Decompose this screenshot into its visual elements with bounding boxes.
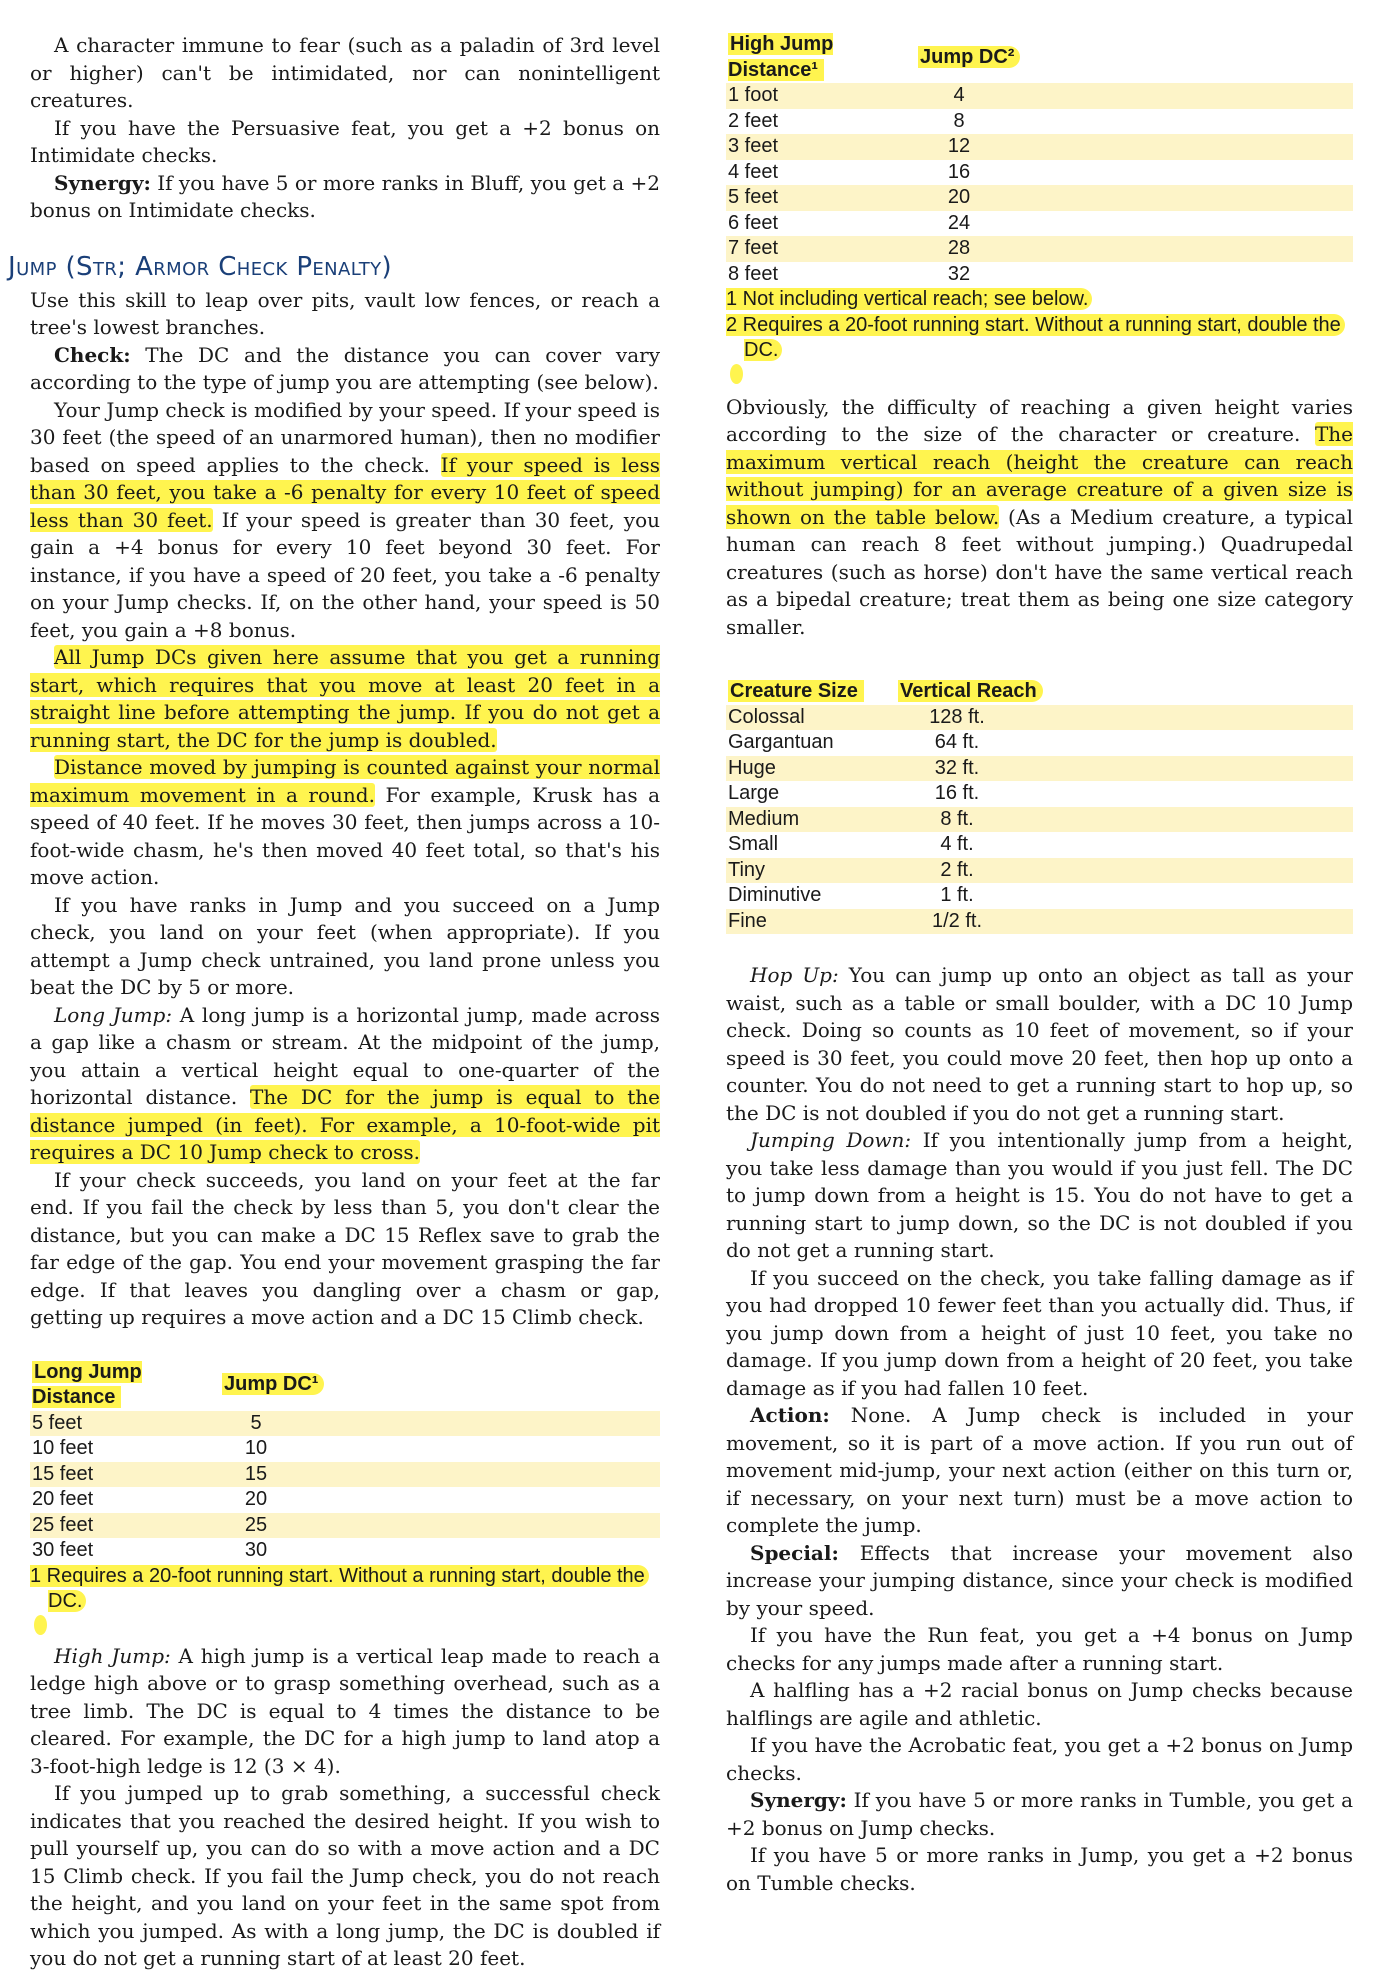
cell: Gargantuan [728, 731, 834, 753]
column-header-text: High Jump Distance¹ [728, 33, 834, 81]
footnote-text: DC. [48, 1590, 86, 1612]
highlight: The DC for the jump is equal to the distance jumped (in feet). For example, a 10-foot-wide pit requires a DC 10 Jump check to cross. [30, 1085, 660, 1164]
action-label: Action: [750, 1403, 830, 1427]
cell: Large [728, 782, 780, 804]
table-row [726, 83, 1353, 109]
table-footnote [30, 1564, 660, 1590]
cell: 16 ft. [934, 782, 980, 804]
table-footnote-cont [726, 338, 1353, 364]
high-jump-paragraph [30, 1643, 660, 1781]
left-column [8, 32, 661, 1973]
special-text: Effects that increase your movement also increase your jumping distance, since your check is modified by your speed. [726, 1540, 1353, 1620]
check-text: The DC and the distance you can cover vary according to the type of jump you are attempting (see below). [30, 342, 660, 394]
jumping-down-text: If you intentionally jump from a height, you take less damage than you would if you just fell. The DC to jump down from a height is 15. You do not have to get a running start to jump down, so the DC is not doubled if you do not get a running start. [726, 1128, 1353, 1262]
footnote-text: 1 Requires a 20-foot running start. Without a running start, double the [30, 1565, 649, 1587]
synergy-paragraph [30, 170, 660, 225]
footnote-text: 2 Requires a 20-foot running start. Without a running start, double the [726, 314, 1345, 336]
paragraph: If you have ranks in Jump and you succeed on a Jump check, you land on your feet (when appropriate). If you attempt a Jump check untrained, you land prone unless you beat the DC by 5 or more. [30, 892, 660, 999]
cell: 7 feet [726, 236, 916, 262]
paragraph: If you have the Acrobatic feat, you get a +2 bonus on Jump checks. [726, 1733, 1353, 1785]
cell: 1 foot [726, 83, 916, 109]
table-row [726, 134, 1353, 160]
table-footnote [726, 313, 1353, 339]
column-header [30, 1360, 220, 1411]
table-row [726, 883, 1353, 909]
cell: Tiny [726, 858, 896, 884]
long-jump-text: A long jump is a horizontal jump, made across a gap like a chasm or stream. At the midpoint of the jump, you attain a vertical height equal to one-quarter of the horizontal distance. [30, 1002, 660, 1109]
paragraph: If your check succeeds, you land on your feet at the far end. If you fail the check by less than 5, you don't clear the distance, but you can make a DC 15 Reflex save to grab the far edge of the gap. You end your movement grasping the far edge. If that leaves you dangling over a chasm or gap, getting up requires a move action and a DC 15 Climb check. [30, 1167, 660, 1329]
column-header-text: Jump DC² [918, 46, 1020, 68]
table-row [726, 756, 1353, 782]
cell: Diminutive [728, 884, 822, 906]
cell: 2 feet [728, 109, 779, 132]
highlight-marker [726, 364, 1353, 394]
cell: 20 [244, 1488, 268, 1510]
speed-text-end: If your speed is greater than 30 feet, you gain a +4 bonus for every 10 feet beyond 30 feet. For instance, if you have a speed of 20 feet, you take a -6 penalty on your Jump checks. If, on the other hand, your speed is 50 feet, you gain a +8 bonus. [30, 507, 660, 642]
high-jump-label: High Jump: [54, 1643, 171, 1668]
column-header-text: Vertical Reach [898, 680, 1043, 702]
cell: 5 [220, 1411, 290, 1437]
check-paragraph [30, 342, 660, 397]
marker-dot [34, 1615, 47, 1635]
cell: 32 [947, 262, 971, 285]
cell: 4 [916, 83, 1000, 109]
table-row [726, 160, 1353, 186]
paragraph: If you have the Run feat, you get a +4 bonus on Jump checks for any jumps made after a running start. [726, 1623, 1353, 1675]
paragraph: If you jumped up to grab something, a successful check indicates that you reached the desired height. If you wish to pull yourself up, you can do so with a move action and a DC 15 Climb check. If you fail the Jump check, you do not reach the height, and you land on your feet in the same spot from which you jumped. As with a long jump, the DC is doubled if you do not get a running start of at least 20 feet. [30, 1781, 660, 1970]
cell: 32 ft. [896, 756, 1016, 782]
column-header-text: Long Jump Distance [32, 1360, 142, 1408]
table-row [726, 858, 1353, 884]
cell: 10 [244, 1437, 268, 1459]
right-column [726, 32, 1353, 1897]
special-label: Special: [750, 1540, 839, 1565]
table-row [726, 807, 1353, 833]
cell: Huge [726, 756, 896, 782]
table-row [30, 1487, 660, 1513]
cell: 8 feet [728, 262, 779, 285]
column-header [896, 679, 1353, 705]
footnote-text: DC. [744, 339, 782, 361]
cell: 8 [953, 109, 965, 132]
cell: 1 ft. [940, 884, 974, 906]
highlight: Distance moved by jumping is counted against your normal maximum movement in a round. [30, 755, 660, 807]
cell: 20 feet [32, 1488, 94, 1510]
paragraph: A character immune to fear (such as a paladin of 3rd level or higher) can't be intimidated, nor can nonintelligent creatures. [30, 33, 660, 112]
highlight: All Jump DCs given here assume that you get a running start, which requires that you move at least 20 feet in a straight line before attempting the jump. If you do not get a running start, the DC for the jump is doubled. [30, 645, 660, 752]
table-footnote [726, 287, 1353, 313]
cell: 128 ft. [896, 705, 1016, 731]
paragraph: If you succeed on the check, you take falling damage as if you had dropped 10 fewer feet than you actually did. Thus, if you jump down from a height of just 10 feet, you take no damage. If you jump down from a height of 20 feet, you take damage as if you had fallen 10 feet. [726, 1265, 1353, 1400]
long-jump-table [30, 1360, 660, 1564]
column-header [726, 32, 916, 83]
table-row [726, 109, 1353, 135]
cell: 10 feet [32, 1437, 94, 1459]
cell: 6 feet [728, 211, 779, 234]
marker-dot [730, 364, 743, 384]
footnote-text: 1 Not including vertical reach; see below. [726, 288, 1092, 310]
cell: 30 [244, 1539, 268, 1561]
high-jump-table [726, 32, 1353, 287]
cell: 15 feet [30, 1462, 220, 1488]
section-heading: Jump (Str; Armor Check Penalty) [8, 251, 393, 282]
speed-paragraph [30, 397, 660, 645]
table-row [726, 730, 1353, 756]
long-jump-paragraph [30, 1002, 660, 1167]
cell: 25 feet [30, 1513, 220, 1539]
distance-paragraph [30, 754, 660, 892]
cell: 20 [916, 185, 1000, 211]
hop-up-paragraph [726, 962, 1353, 1127]
cell: 15 [220, 1462, 290, 1488]
cell: 8 ft. [896, 807, 1016, 833]
synergy-label: Synergy: [54, 170, 151, 195]
cell: 64 ft. [934, 731, 980, 753]
cell: 25 [220, 1513, 290, 1539]
obviously-text-end: (As a Medium creature, a typical human can reach 8 feet without jumping.) Quadrupedal creatures (such as horse) don't have the same vertical reach as a bipedal creature; treat them as being one size category smaller. [726, 504, 1353, 639]
table-row [726, 832, 1353, 858]
vertical-reach-table [726, 679, 1353, 934]
hop-up-label: Hop Up: [750, 963, 839, 987]
cell: 5 feet [726, 185, 916, 211]
cell: 1/2 ft. [896, 909, 1016, 935]
synergy-label: Synergy: [750, 1788, 847, 1812]
cell: Colossal [726, 705, 896, 731]
column-header [220, 1360, 660, 1411]
column-header [726, 679, 896, 705]
synergy-text: If you have 5 or more ranks in Tumble, you get a +2 bonus on Jump checks. [726, 1788, 1353, 1840]
high-jump-text: A high jump is a vertical leap made to reach a ledge high above or to grasp something overhead, such as a tree limb. The DC is equal to 4 times the distance to be cleared. For example, the DC for a high jump to land atop a 3-foot-high ledge is 12 (3 × 4). [30, 1643, 660, 1778]
action-text: None. A Jump check is included in your movement, so it is part of a move action. If you run out of movement mid-jump, your next action (either on this turn or, if necessary, on your next turn) must be a move action to complete the jump. [726, 1403, 1353, 1537]
table-footnote-cont [30, 1589, 660, 1615]
table-row [30, 1538, 660, 1564]
distance-text: For example, Krusk has a speed of 40 feet. If he moves 30 feet, then jumps across a 10-foot-wide chasm, he's then moved 40 feet total, so that's his move action. [30, 782, 661, 889]
table-header [726, 679, 1353, 705]
table-header [30, 1360, 660, 1411]
hop-up-text: You can jump up onto an object as tall as your waist, such as a table or small boulder, with a DC 10 Jump check. Doing so counts as 10 feet of movement, so if your speed is 30 feet, you could move 20 feet, then hop up onto a counter. You do not need to get a running start to hop up, so the DC is not doubled if you do not get a running start. [726, 963, 1353, 1125]
cell: 28 [916, 236, 1000, 262]
column-header-text: Creature Size [728, 680, 864, 702]
paragraph: If you have the Persuasive feat, you get a +2 bonus on Intimidate checks. [30, 115, 660, 167]
table-row [726, 211, 1353, 237]
cell: Small [728, 833, 779, 855]
jumping-down-paragraph [726, 1127, 1353, 1265]
table-row [30, 1462, 660, 1488]
highlight: If your speed is less than 30 feet, you take a -6 penalty for every 10 feet of speed less than 30 feet. [30, 452, 660, 532]
special-paragraph [726, 1540, 1353, 1623]
action-paragraph [726, 1402, 1353, 1540]
paragraph: If you have 5 or more ranks in Jump, you get a +2 bonus on Tumble checks. [726, 1843, 1353, 1895]
speed-text: Your Jump check is modified by your speed. If your speed is 30 feet (the speed of an unarmored human), then no modifier based on speed applies to the check. [30, 397, 660, 477]
synergy-text: If you have 5 or more ranks in Bluff, you get a +2 bonus on Intimidate checks. [30, 170, 660, 222]
highlight-marker [30, 1615, 660, 1643]
table-header [726, 32, 1353, 83]
table-row [726, 185, 1353, 211]
table-row [726, 262, 1353, 288]
long-jump-label: Long Jump: [54, 1002, 173, 1027]
check-label: Check: [54, 342, 131, 367]
cell: 4 ft. [940, 833, 974, 855]
cell: 5 feet [30, 1411, 220, 1437]
table-row [30, 1436, 660, 1462]
synergy-paragraph [726, 1787, 1353, 1842]
column-header [916, 32, 1353, 83]
cell: Medium [726, 807, 896, 833]
cell: 4 feet [728, 160, 779, 183]
table-row [726, 909, 1353, 935]
running-start-paragraph [30, 644, 660, 754]
table-row [726, 705, 1353, 731]
paragraph: Use this skill to leap over pits, vault low fences, or reach a tree's lowest branches. [30, 287, 660, 339]
table-row [726, 236, 1353, 262]
obviously-paragraph [726, 394, 1353, 642]
cell: 2 ft. [896, 858, 1016, 884]
paragraph: A halfling has a +2 racial bonus on Jump checks because halflings are agile and athletic. [726, 1678, 1353, 1730]
cell: Fine [726, 909, 896, 935]
table-row [726, 781, 1353, 807]
table-row [30, 1411, 660, 1437]
jumping-down-label: Jumping Down: [750, 1128, 912, 1152]
highlight: The maximum vertical reach (height the creature can reach without jumping) for an average creature of a given size is shown on the table below. [726, 422, 1353, 529]
cell: 16 [947, 160, 971, 183]
cell: 3 feet [726, 134, 916, 160]
column-header-text: Jump DC¹ [222, 1373, 324, 1395]
cell: 12 [916, 134, 1000, 160]
cell: 30 feet [32, 1539, 94, 1561]
table-row [30, 1513, 660, 1539]
cell: 24 [947, 211, 971, 234]
obviously-text: Obviously, the difficulty of reaching a given height varies according to the size of the character or creature. [726, 394, 1353, 446]
